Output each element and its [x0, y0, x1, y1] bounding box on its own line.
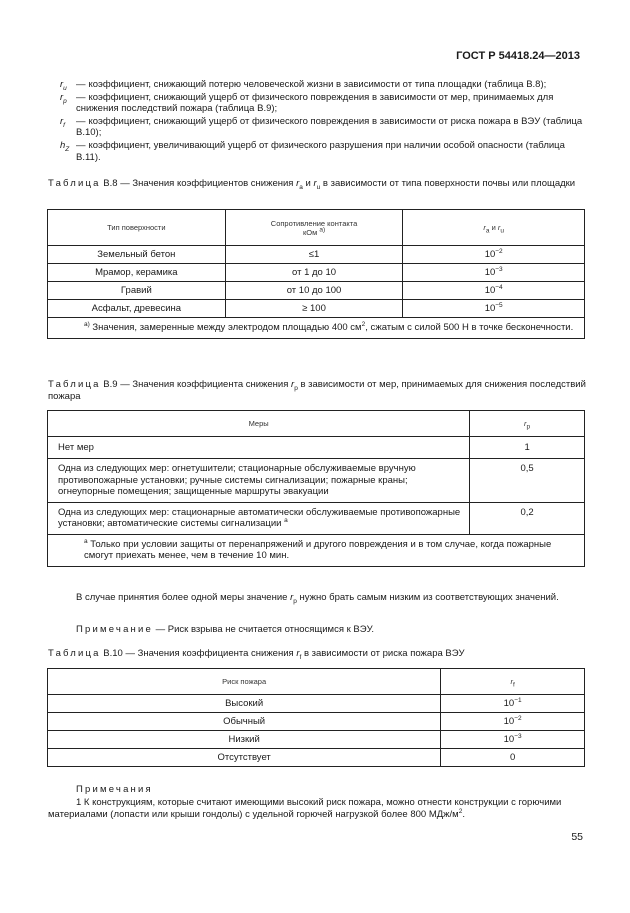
column-header: Меры	[48, 411, 470, 437]
notes-heading: Примечания	[76, 784, 153, 795]
table-b9-caption: Таблица В.9 — Значения коэффициента снижения $r_p$ в зависимости от мер, принимаемых для снижения последствий пожара	[48, 379, 586, 402]
table-row: Земельный бетон ≤1 $10^{-2}$	[48, 246, 585, 264]
table-b10	[47, 668, 585, 767]
definition-item: $h_Z$ — коэффициент, увеличивающий ущерб от физического разрушения при наличии особой опасности (таблица В.11).	[60, 139, 565, 163]
definition-item: $r_f$ — коэффициент, снижающий ущерб от физического повреждения в зависимости от риска пожара в ВЭУ (таблица В.10);	[60, 115, 583, 139]
table-row: Отсутствует 0	[48, 749, 585, 767]
table-row: Гравий от 10 до 100 $10^{-4}$	[48, 282, 585, 300]
table-row: Мрамор, керамика от 1 до 10 $10^{-3}$	[48, 264, 585, 282]
note-paragraph: Примечание — Риск взрыва не считается относящимся к ВЭУ.	[76, 624, 374, 635]
table-b8-caption: Таблица В.8 — Значения коэффициентов снижения $r_a$ и $r_u$ в зависимости от типа поверхности почвы или площадки	[48, 178, 576, 191]
table-b10-caption: Таблица В.10 — Значения коэффициента снижения $r_f$ в зависимости от риска пожара ВЭУ	[48, 648, 465, 661]
table-row: Асфальт, древесина ≥ 100 $10^{-5}$	[48, 300, 585, 318]
table-b8	[47, 209, 585, 339]
definition-item: $r_p$ — коэффициент, снижающий ущерб от физического повреждения в зависимости от мер, принимаемых для снижения последствий пожара (таблица В.9);	[60, 91, 554, 115]
table-b9	[47, 410, 585, 567]
table-footnote-row: $^а$ Только при условии защиты от перенапряжений и другого повреждения и в том случае, когда пожарные смогут приехать менее, чем в течение 10 мин.	[48, 534, 585, 566]
column-header: Сопротивление контакта кОм $^{а)}$	[225, 210, 403, 246]
table-row: Низкий $10^{-3}$	[48, 731, 585, 749]
table-row: Высокий $10^{-1}$	[48, 695, 585, 713]
notes-item: 1 К конструкциям, которые считают имеющими высокий риск пожара, можно отнести конструкции с горючими материалами (лопасти или крыши гондолы) с удельной горючей нагрузкой более 800 МДж/$м^2$.	[48, 797, 562, 820]
table-row: Нет мер 1	[48, 437, 585, 459]
definition-item: $r_u$ — коэффициент, снижающий потерю человеческой жизни в зависимости от типа площадки (таблица В.8);	[60, 79, 547, 92]
column-header: $r_p$	[470, 411, 585, 437]
table-row: Одна из следующих мер: огнетушители; стационарные обслуживаемые вручную противопожарные установки; ручные системы сигнализации; пожарные краны; огнеупорные помещения; защищенные маршруты эвакуации 0,5	[48, 459, 585, 503]
table-row: Обычный $10^{-2}$	[48, 713, 585, 731]
table-header-row	[48, 210, 585, 246]
column-header: $r_a$ и $r_u$	[403, 210, 585, 246]
table-header-row	[48, 411, 585, 437]
table-row: Одна из следующих мер: стационарные автоматически обслуживаемые противопожарные установки; автоматические системы сигнализации $^а$ 0,2	[48, 502, 585, 534]
table-footnote-row: $^{а)}$ Значения, замеренные между электродом площадью 400 $см^2$, сжатым с силой 500 Н в точке бесконечности.	[48, 318, 585, 339]
column-header: Тип поверхности	[48, 210, 226, 246]
body-paragraph: В случае принятия более одной меры значение $r_p$ нужно брать самым низким из соответствующих значений.	[76, 592, 559, 605]
column-header: $r_f$	[441, 669, 585, 695]
definitions-list	[60, 79, 585, 164]
table-header-row	[48, 669, 585, 695]
document-header: ГОСТ Р 54418.24—2013	[456, 50, 580, 62]
page-number: 55	[571, 831, 583, 843]
column-header: Риск пожара	[48, 669, 441, 695]
